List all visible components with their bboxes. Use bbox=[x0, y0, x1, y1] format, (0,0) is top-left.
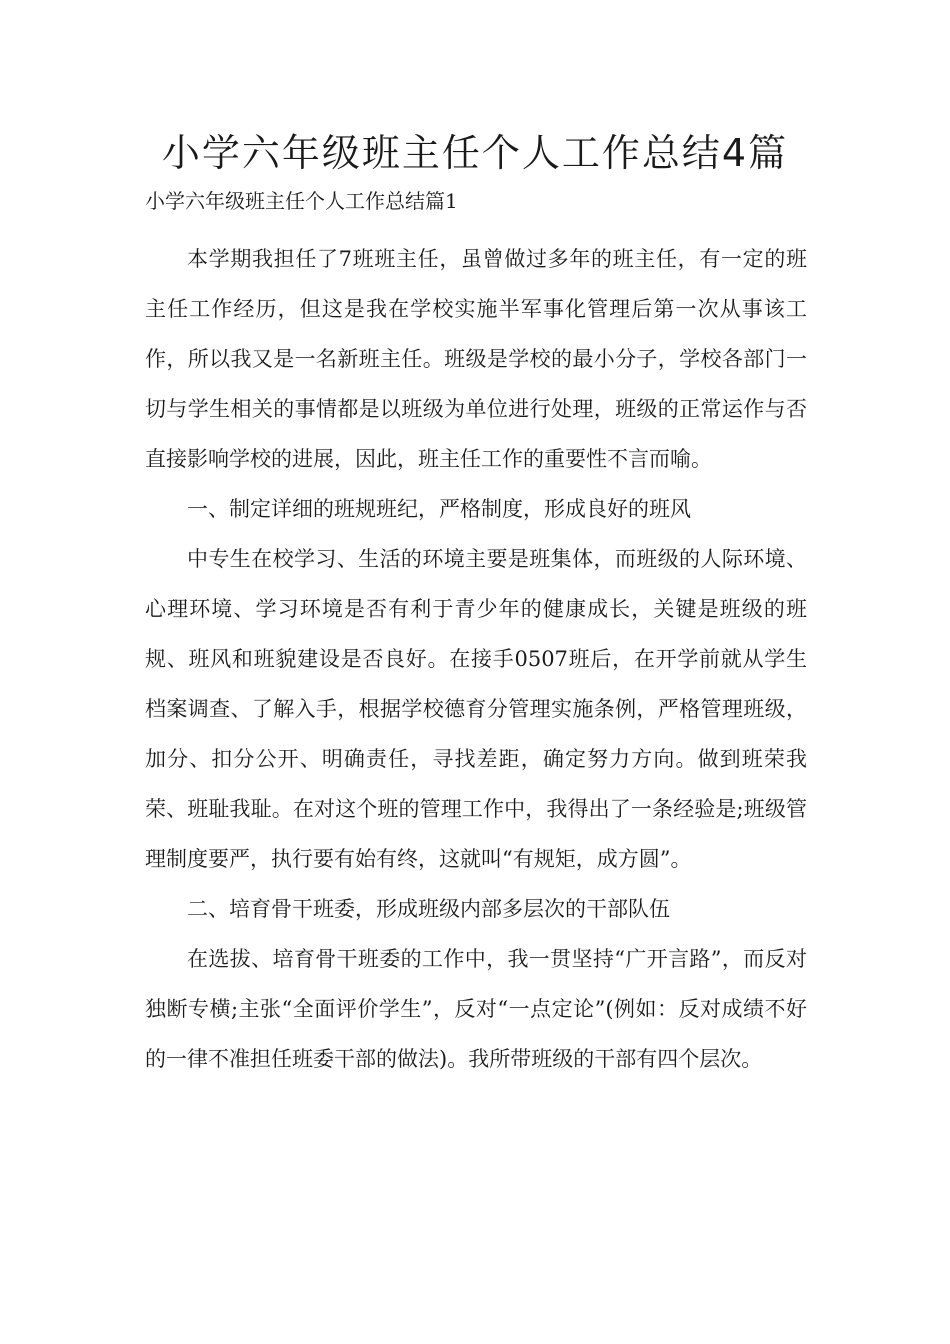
document-title: 小学六年级班主任个人工作总结4篇 bbox=[161, 131, 789, 175]
section-heading-1: 一、制定详细的班规班纪，严格制度，形成良好的班风 bbox=[187, 497, 691, 521]
paragraph-section-1: 中专生在校学习、生活的环境主要是班集体，而班级的人际环境、心理环境、学习环境是否有利于青少年的健康成长，关键是班级的班规、班风和班貌建设是否良好。在接手0507班后，在开学前就从学生档案调查、了解入手，根据学校德育分管理实施条例，严格管理班级，加分、扣分公开、明确责任，寻找差距，确定努力方向。做到班荣我荣、班耻我耻。在对这个班的管理工作中，我得出了一条经验是;班级管理制度要严，执行要有始有终，这就叫“有规矩，成方圆”。 bbox=[145, 547, 807, 871]
document-subtitle: 小学六年级班主任个人工作总结篇1 bbox=[145, 189, 458, 213]
paragraph-section-2: 在选拔、培育骨干班委的工作中，我一贯坚持“广开言路”，而反对独断专横;主张“全面评价学生”，反对“一点定论”(例如：反对成绩不好的一律不准担任班委干部的做法)。我所带班级的干部有四个层次。 bbox=[145, 947, 807, 1071]
section-heading-2: 二、培育骨干班委，形成班级内部多层次的干部队伍 bbox=[187, 897, 670, 921]
document-body bbox=[145, 234, 807, 1084]
paragraph-intro: 本学期我担任了7班班主任，虽曾做过多年的班主任，有一定的班主任工作经历，但这是我在学校实施半军事化管理后第一次从事该工作，所以我又是一名新班主任。班级是学校的最小分子，学校各部门一切与学生相关的事情都是以班级为单位进行处理，班级的正常运作与否直接影响学校的进展，因此，班主任工作的重要性不言而喻。 bbox=[145, 247, 807, 471]
